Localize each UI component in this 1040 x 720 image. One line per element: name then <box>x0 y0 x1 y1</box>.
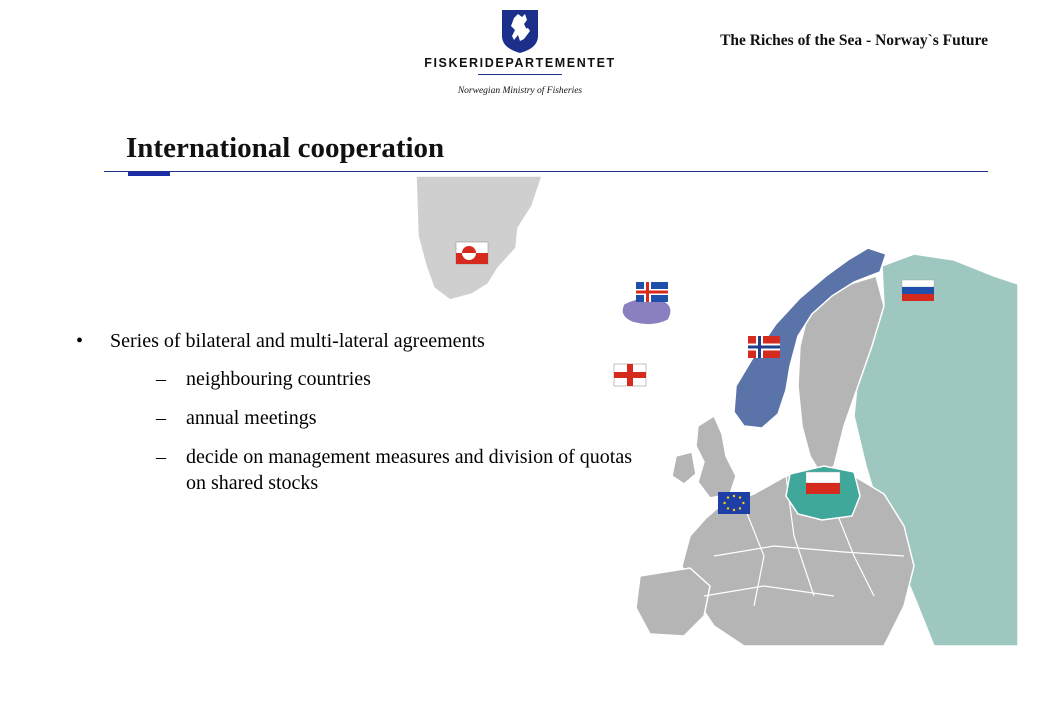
bullet-text: Series of bilateral and multi-lateral agreements <box>110 330 485 352</box>
sub-bullet-text: annual meetings <box>186 407 317 429</box>
sub-bullet-item <box>110 444 656 496</box>
poland-flag-icon <box>806 472 840 494</box>
iberia-region <box>636 568 710 636</box>
sub-bullet-text: neighbouring countries <box>186 368 371 390</box>
header-slogan: The Riches of the Sea - Norway`s Future <box>720 32 988 49</box>
logo-divider <box>478 74 562 75</box>
greenland-flag-icon <box>456 242 488 264</box>
ministry-name-english: Norwegian Ministry of Fisheries <box>457 86 583 96</box>
title-accent-mark <box>128 172 170 176</box>
iceland-flag-icon <box>636 282 668 302</box>
eu-flag-icon <box>718 492 750 514</box>
dash-icon: – <box>156 368 166 390</box>
norway-flag-icon <box>748 336 780 358</box>
slide-title: International cooperation <box>126 132 445 164</box>
sub-bullet-text: decide on management measures and division of quotas on shared stocks <box>186 446 632 494</box>
bullet-icon: • <box>76 330 84 352</box>
sub-bullet-item <box>110 366 656 392</box>
title-divider <box>104 171 988 172</box>
ireland-region <box>672 452 696 484</box>
sub-bullet-list <box>110 366 656 496</box>
greenland-region <box>416 176 542 300</box>
ministry-name: FISKERIDEPARTEMENTET <box>424 56 616 70</box>
dash-icon: – <box>156 407 166 429</box>
russia-flag-icon <box>902 280 934 301</box>
dash-icon: – <box>156 446 166 468</box>
lion-crest-icon <box>500 8 540 54</box>
bullet-list <box>76 328 656 509</box>
sub-bullet-item <box>110 405 656 431</box>
bullet-item <box>76 328 656 496</box>
uk-region <box>696 416 736 498</box>
